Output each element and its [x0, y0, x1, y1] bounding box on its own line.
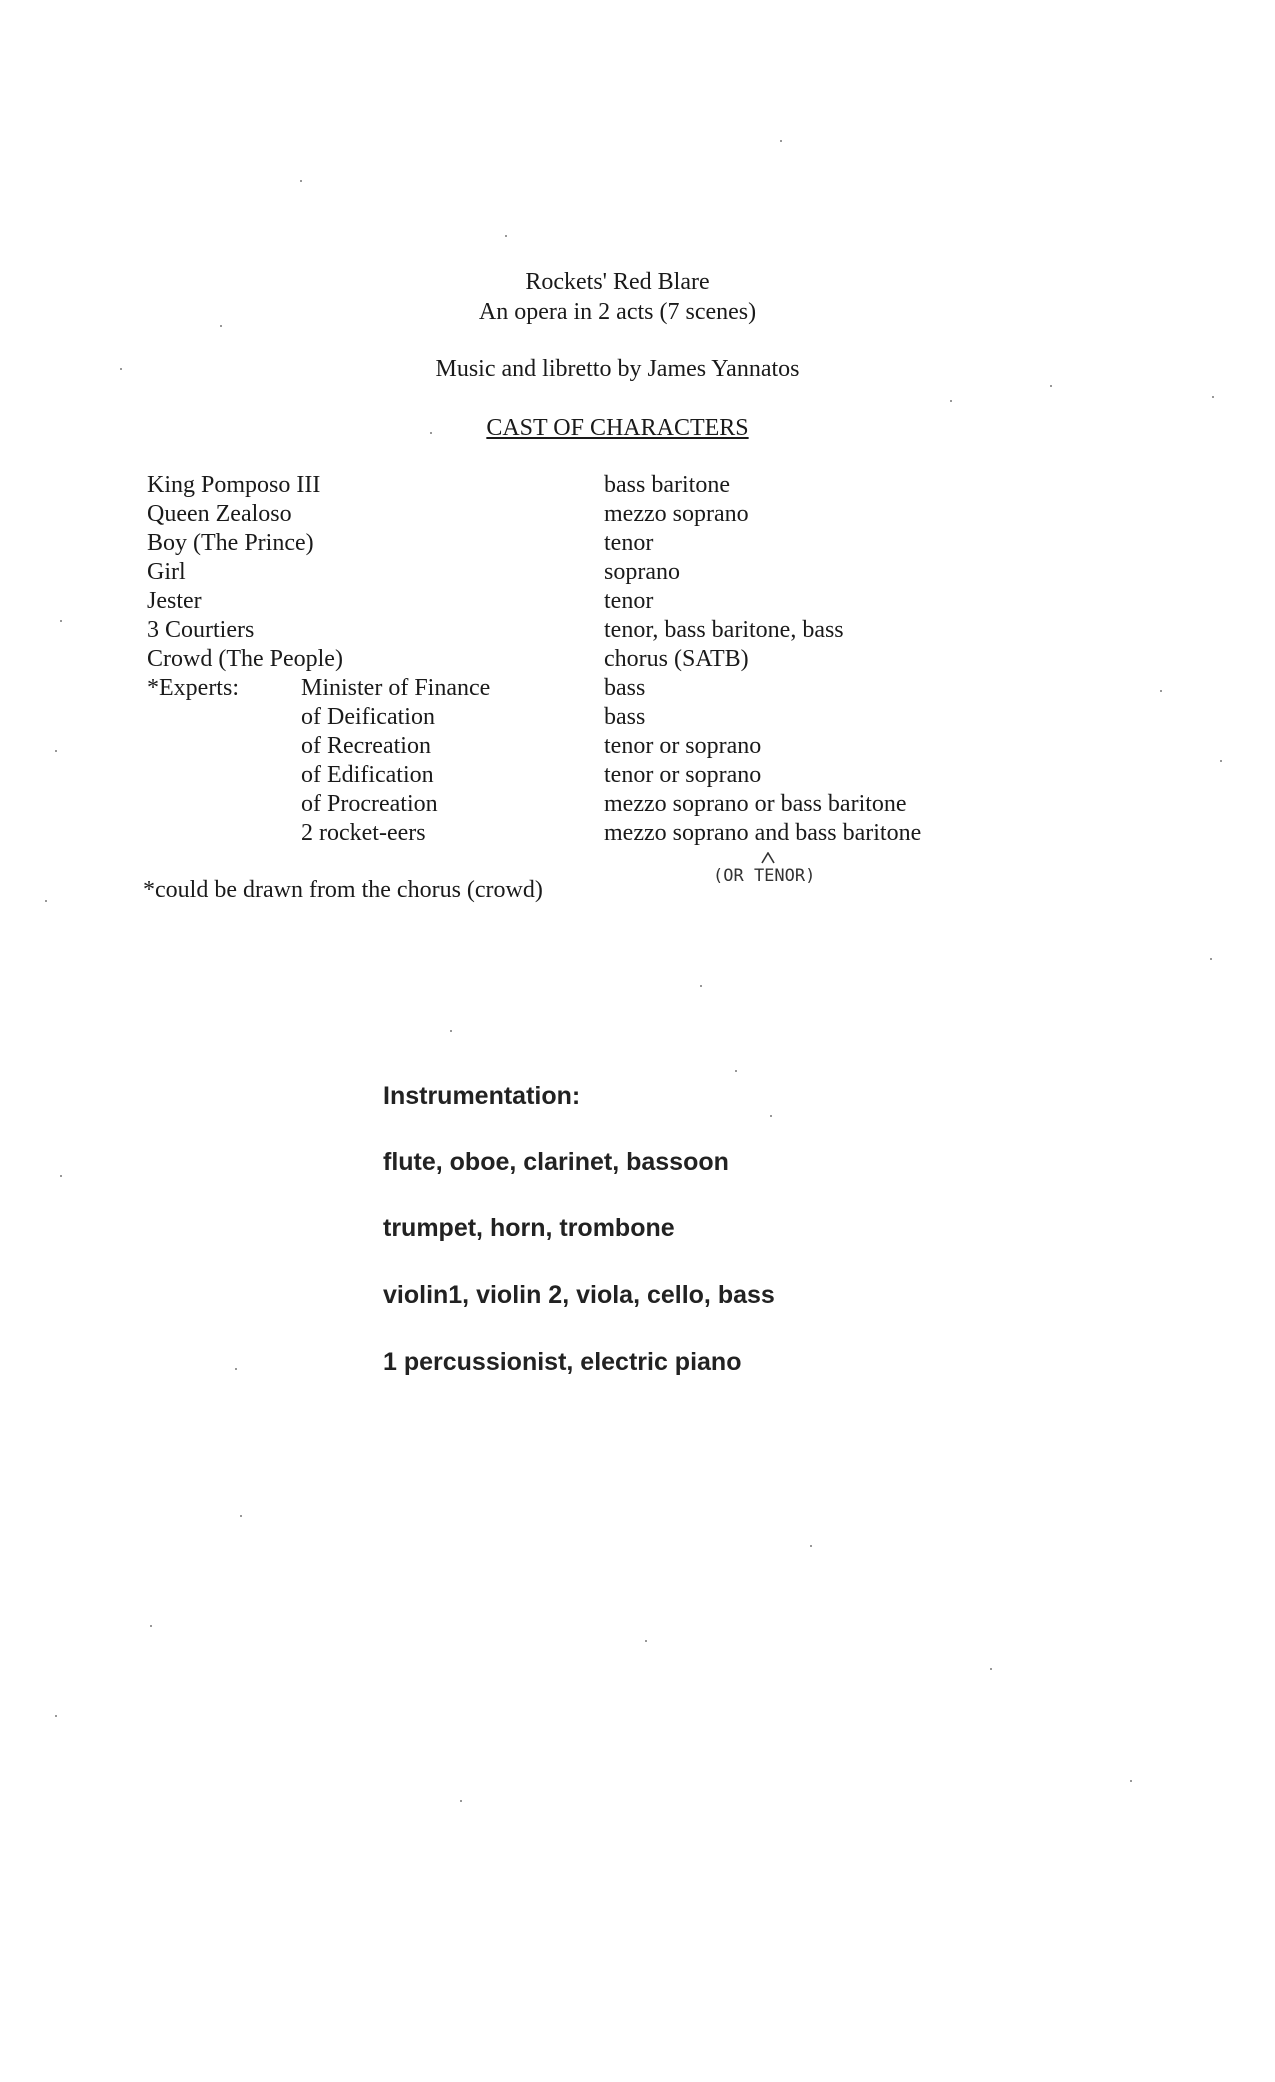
cast-role: Crowd (The People): [147, 646, 343, 672]
cast-role: Boy (The Prince): [147, 530, 314, 556]
caret-insert-icon: [761, 852, 775, 864]
expert-voice: bass: [604, 675, 646, 701]
instrumentation-line: flute, oboe, clarinet, bassoon: [383, 1148, 729, 1176]
handwritten-note: (OR TENOR): [713, 866, 816, 886]
instrumentation-line: trumpet, horn, trombone: [383, 1214, 675, 1242]
instrumentation-line: 1 percussionist, electric piano: [383, 1348, 742, 1376]
opera-title: Rockets' Red Blare: [525, 269, 710, 295]
expert-voice: mezzo soprano or bass baritone: [604, 791, 907, 817]
cast-voice: chorus (SATB): [604, 646, 749, 672]
opera-subtitle: An opera in 2 acts (7 scenes): [478, 299, 757, 325]
cast-roles-column: [147, 471, 490, 848]
cast-voice: tenor, bass baritone, bass: [604, 617, 844, 643]
cast-heading: CAST OF CHARACTERS: [486, 415, 749, 441]
expert-role: of Procreation: [301, 791, 438, 817]
cast-role: Girl: [147, 559, 186, 585]
expert-role: of Deification: [301, 704, 435, 730]
instrumentation-heading: Instrumentation:: [383, 1082, 581, 1110]
cast-voice: soprano: [604, 559, 680, 585]
credit-line: Music and libretto by James Yannatos: [435, 356, 800, 382]
expert-role: Minister of Finance: [301, 675, 491, 701]
cast-role: King Pomposo III: [147, 472, 321, 498]
footnote: *could be drawn from the chorus (crowd): [143, 877, 543, 903]
expert-voice: tenor or soprano: [604, 762, 762, 788]
expert-role: 2 rocket-eers: [301, 820, 426, 846]
cast-role: Jester: [147, 588, 202, 614]
cast-voices-column: [604, 471, 921, 848]
expert-role: of Edification: [301, 762, 434, 788]
instrumentation-line: violin1, violin 2, viola, cello, bass: [383, 1281, 775, 1309]
cast-voice: tenor: [604, 588, 654, 614]
expert-voice: mezzo soprano and bass baritone: [604, 820, 922, 846]
expert-voice: tenor or soprano: [604, 733, 762, 759]
expert-voice: bass: [604, 704, 646, 730]
experts-row: [147, 674, 490, 703]
experts-label: *Experts:: [147, 675, 239, 701]
cast-role: 3 Courtiers: [147, 617, 255, 643]
cast-voice: tenor: [604, 530, 654, 556]
cast-voice: bass baritone: [604, 472, 730, 498]
cast-voice: mezzo soprano: [604, 501, 749, 527]
expert-role: of Recreation: [301, 733, 431, 759]
cast-role: Queen Zealoso: [147, 501, 292, 527]
